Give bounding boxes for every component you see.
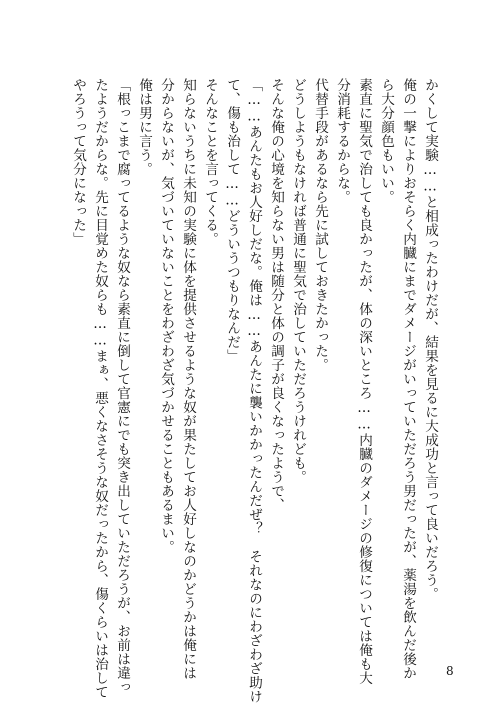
- text-line: 「根っこまで腐ってるような奴なら素直に倒して官憲にでも突き出していただろうが、お前は違っ: [114, 78, 130, 694]
- page-number: 8: [446, 664, 454, 678]
- vertical-text-block: [70, 78, 438, 704]
- text-line: 分からないが、気づいていないことをわざわざ気づかせることもあるまい。: [158, 78, 174, 554]
- text-line: どうしようもなければ普通に聖気で治していただろうけれども。: [290, 78, 306, 484]
- text-line: たようだからな。先に目覚めた奴らも……まぁ、悪くなさそうな奴だったから、傷くらいは治して: [92, 78, 108, 699]
- text-line: やろうって気分になった」: [70, 78, 86, 246]
- text-line: そんな俺の心境を知らない男は随分と体の調子が良くなったようで、: [268, 78, 284, 512]
- text-line: 代替手段があるなら先に試しておきたかった。: [312, 78, 328, 372]
- text-line: かくして実験……と相成ったわけだが、結果を見るに大成功と言って良いだろう。: [422, 78, 438, 601]
- text-line: て、傷も治して……どういうつもりなんだ」: [224, 78, 240, 363]
- text-line: 知らないうちに未知の実験に体を提供させるような奴が果たしてお人好しなのかどうかは俺には: [180, 78, 196, 680]
- text-line: ら大分顔色もいい。: [378, 78, 394, 204]
- text-line: 俺の一撃によりおそらく内臓にまでダメージがいっていただろう男だったが、薬湯を飲んだ後か: [400, 78, 416, 680]
- text-line: 分消耗するからな。: [334, 78, 350, 204]
- text-line: そんなことを言ってくる。: [202, 78, 218, 246]
- text-line: 「……あんたもお人好しだな。俺は……あんたに襲いかかったんだぜ？ それなのにわざわざ助け: [246, 78, 262, 704]
- text-line: 素直に聖気で治しても良かったが、体の深いところ……内臓のダメージの修復については俺も大: [356, 78, 372, 685]
- text-line: 俺は男に言う。: [136, 78, 152, 176]
